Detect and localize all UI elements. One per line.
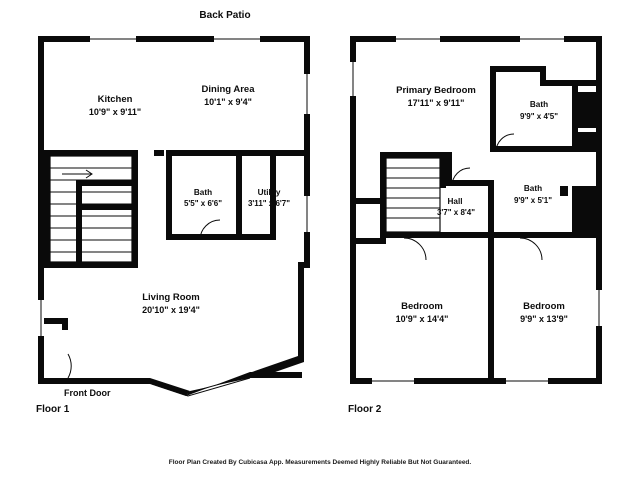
room-label-utility: Utility <box>257 188 281 197</box>
room-label-hall: Hall <box>447 197 463 206</box>
room-label-dining-area: Dining Area <box>201 84 255 95</box>
room-label-bath-2: Bath <box>529 100 549 109</box>
front-door-label: Front Door <box>64 388 111 398</box>
room-dim-bedroom-2: 9'9" x 13'9" <box>520 314 568 324</box>
room-label-bedroom-2: Bedroom <box>523 301 565 312</box>
room-dim-living-room: 20'10" x 19'4" <box>142 305 200 315</box>
back-patio-caption: Back Patio <box>199 10 251 21</box>
room-dim-bedroom-1: 10'9" x 14'4" <box>395 314 449 324</box>
room-dim-kitchen: 10'9" x 9'11" <box>88 107 142 117</box>
room-label-primary-bedroom: Primary Bedroom <box>396 85 476 96</box>
floor2-caption: Floor 2 <box>348 404 382 415</box>
room-dim-hall: 3'7" x 8'4" <box>436 208 476 217</box>
footer-disclaimer: Floor Plan Created By Cubicasa App. Measurements Deemed Highly Reliable But Not Guaranteed. <box>168 459 472 466</box>
room-dim-dining-area: 10'1" x 9'4" <box>204 97 252 107</box>
room-dim-bath-3: 9'9" x 5'1" <box>513 196 553 205</box>
room-label-living-room: Living Room <box>142 292 200 303</box>
room-dim-primary-bedroom: 17'11" x 9'11" <box>407 98 465 108</box>
room-label-bath-3: Bath <box>523 184 543 193</box>
room-label-bath-1: Bath <box>193 188 213 197</box>
room-label-kitchen: Kitchen <box>97 94 133 105</box>
room-label-bedroom-1: Bedroom <box>401 301 443 312</box>
room-dim-bath-2: 9'9" x 4'5" <box>519 112 559 121</box>
floor1-caption: Floor 1 <box>36 404 70 415</box>
room-dim-bath-1: 5'5" x 6'6" <box>183 199 223 208</box>
room-dim-utility: 3'11" x 6'7" <box>247 199 291 208</box>
